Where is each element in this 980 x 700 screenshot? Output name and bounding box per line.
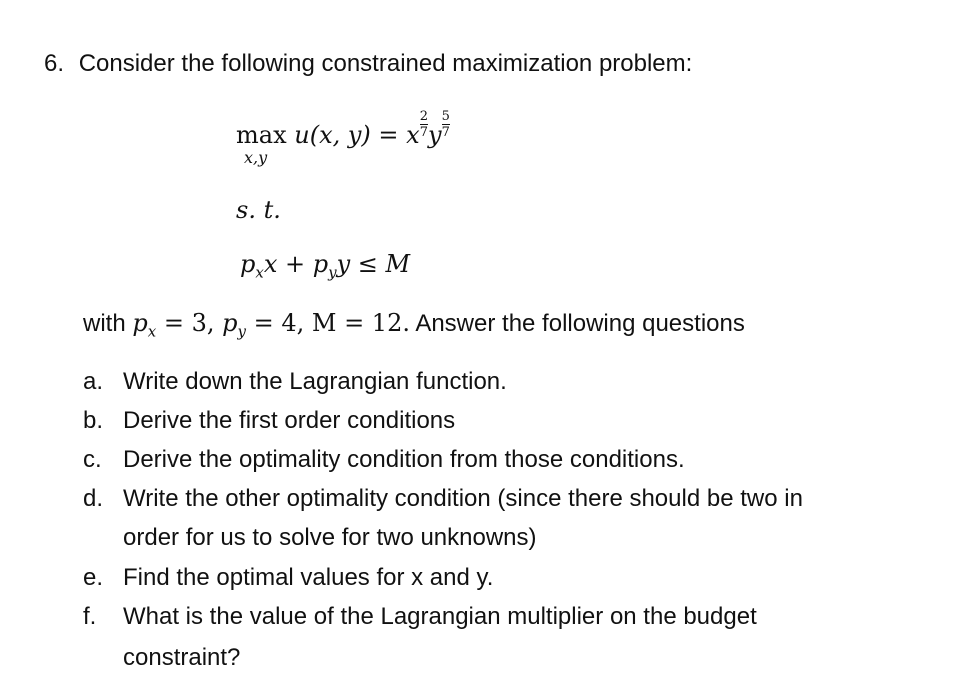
parameter-line: [83, 309, 745, 340]
objective-function: [236, 110, 450, 149]
base-y: y: [428, 121, 442, 150]
list-item: d. Write the other optimality condition (since there should be two in order for us to solve for two unknowns): [83, 485, 803, 551]
max-operator: max: [236, 121, 287, 150]
budget-constraint: $p_xx + p_yy \le M$: [240, 250, 411, 282]
with-word: with: [83, 310, 133, 337]
exponent-x: $\frac{2}{7}$: [419, 109, 428, 140]
list-item: a. Write down the Lagrangian function.: [83, 368, 507, 395]
question-number: 6.: [44, 50, 65, 77]
question-heading: [44, 50, 692, 78]
objective-lhs: u(x, y) =: [294, 121, 399, 150]
base-x: x: [406, 121, 420, 150]
max-subscript: x,y: [244, 148, 268, 167]
list-item: c. Derive the optimality condition from those conditions.: [83, 446, 685, 473]
question-intro: Consider the following constrained maximization problem:: [78, 50, 693, 77]
list-item: f. What is the value of the Lagrangian multiplier on the budget constraint?: [83, 603, 757, 671]
parameter-values: $p_x = 3$, $p_y = 4$, M = 12.: [132, 309, 410, 341]
instruction-tail: Answer the following questions: [409, 310, 745, 337]
subject-to: s. t.: [236, 196, 281, 224]
exponent-y: $\frac{5}{7}$: [441, 109, 450, 140]
list-item: b. Derive the first order conditions: [83, 407, 456, 434]
list-item: e. Find the optimal values for x and y.: [83, 564, 494, 591]
